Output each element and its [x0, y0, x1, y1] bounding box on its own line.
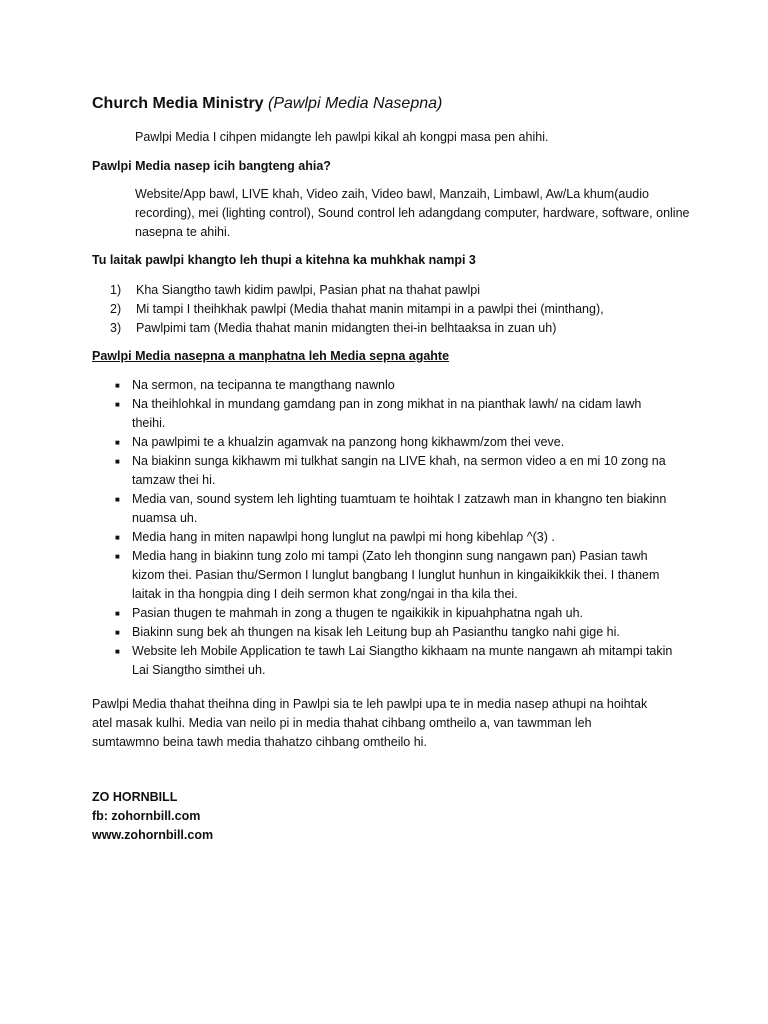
list-number: 1) [110, 283, 122, 297]
list-text: Pasian thugen te mahmah in zong a thugen te ngaikikik in kipuahphatna ngah uh. [132, 606, 584, 620]
list-item [110, 300, 720, 319]
benefits-list [112, 376, 677, 680]
title-main: Church Media Ministry [92, 95, 264, 112]
signature-name: ZO HORNBILL [92, 790, 178, 804]
bullet-icon: ■ [115, 381, 120, 390]
bullet-icon: ■ [115, 647, 120, 656]
bullet-icon: ■ [115, 495, 120, 504]
list-item [110, 281, 720, 300]
section-heading-tasks: Pawlpi Media nasep icih bangteng ahia? [92, 159, 331, 173]
list-text: Kha Siangtho tawh kidim pawlpi, Pasian phat na thahat pawlpi [136, 283, 480, 297]
signature-facebook: fb: zohornbill.com [92, 809, 201, 823]
bullet-icon: ■ [115, 400, 120, 409]
list-text: Biakinn sung bek ah thungen na kisak leh Leitung bup ah Pasianthu tangko nahi gige hi. [132, 625, 620, 639]
list-item [112, 452, 677, 490]
intro-paragraph: Pawlpi Media I cihpen midangte leh pawlpi kikal ah kongpi masa pen ahihi. [135, 130, 549, 144]
list-item [112, 395, 677, 433]
list-item [112, 433, 677, 452]
signature-website: www.zohornbill.com [92, 828, 214, 842]
list-item [112, 528, 677, 547]
signature-block [92, 788, 712, 845]
list-number: 2) [110, 302, 122, 316]
list-text: Na sermon, na tecipanna te mangthang nawnlo [132, 378, 395, 392]
bullet-icon: ■ [115, 628, 120, 637]
bullet-icon: ■ [115, 438, 120, 447]
list-item [112, 547, 677, 604]
list-text: Mi tampi I theihkhak pawlpi (Media thahat manin mitampi in a pawlpi thei (minthang), [136, 302, 604, 316]
closing-paragraph: Pawlpi Media thahat theihna ding in Pawlpi sia te leh pawlpi upa te in media nasep athupi na hoihtak atel masak kulhi. Media van neilo pi in media thahat cihbang omtheilo a, van tawmman leh sumtawmno beina tawh media thahatzo cihbang omtheilo hi. [92, 697, 648, 749]
title-subtitle: (Pawlpi Media Nasepna) [268, 95, 443, 112]
list-item [112, 376, 677, 395]
list-number: 3) [110, 321, 122, 335]
page-title [92, 93, 442, 115]
list-text: Na theihlohkal in mundang gamdang pan in zong mikhat in na pianthak lawh/ na cidam lawh theihi. [132, 397, 642, 430]
list-item [110, 319, 720, 338]
list-text: Media van, sound system leh lighting tuamtuam te hoihtak I zatzawh man in khangno ten biakinn nuamsa uh. [132, 492, 667, 525]
bullet-icon: ■ [115, 609, 120, 618]
bullet-icon: ■ [115, 552, 120, 561]
list-text: Website leh Mobile Application te tawh Lai Siangtho kikhaam na munte nangawn ah mitampi takin Lai Siangtho simthei uh. [132, 644, 673, 677]
list-item [112, 623, 677, 642]
bullet-icon: ■ [115, 533, 120, 542]
list-text: Na biakinn sunga kikhawm mi tulkhat sangin na LIVE khah, na sermon video a en mi 10 zong na tamzaw thei hi. [132, 454, 666, 487]
list-item [112, 490, 677, 528]
bullet-icon: ■ [115, 457, 120, 466]
list-text: Pawlpimi tam (Media thahat manin midangten thei-in belhtaaksa in zuan uh) [136, 321, 557, 335]
tasks-paragraph: Website/App bawl, LIVE khah, Video zaih, Video bawl, Manzaih, Limbawl, Aw/La khum(audio recording), mei (lighting control), Sound control leh adangdang computer, hardware, software, online nasepna te ahihi. [135, 187, 690, 239]
list-item [112, 642, 677, 680]
list-text: Na pawlpimi te a khualzin agamvak na panzong hong kikhawm/zom thei veve. [132, 435, 565, 449]
list-item [112, 604, 677, 623]
section-heading-benefits: Pawlpi Media nasepna a manphatna leh Media sepna agahte [92, 349, 450, 363]
list-text: Media hang in biakinn tung zolo mi tampi (Zato leh thonginn sung nangawn pan) Pasian tawh kizom thei. Pasian thu/Sermon I lunglut bangbang I lunglut hunhun in kingaikikkik thei. I thanem laitak in tha hongpia ding I deih sermon khat zong/ngai in tha kila thei. [132, 549, 660, 601]
list-text: Media hang in miten napawlpi hong lunglut na pawlpi mi hong kibehlap ^(3) . [132, 530, 555, 544]
growth-list [110, 281, 720, 338]
section-heading-growth: Tu laitak pawlpi khangto leh thupi a kitehna ka muhkhak nampi 3 [92, 253, 476, 267]
